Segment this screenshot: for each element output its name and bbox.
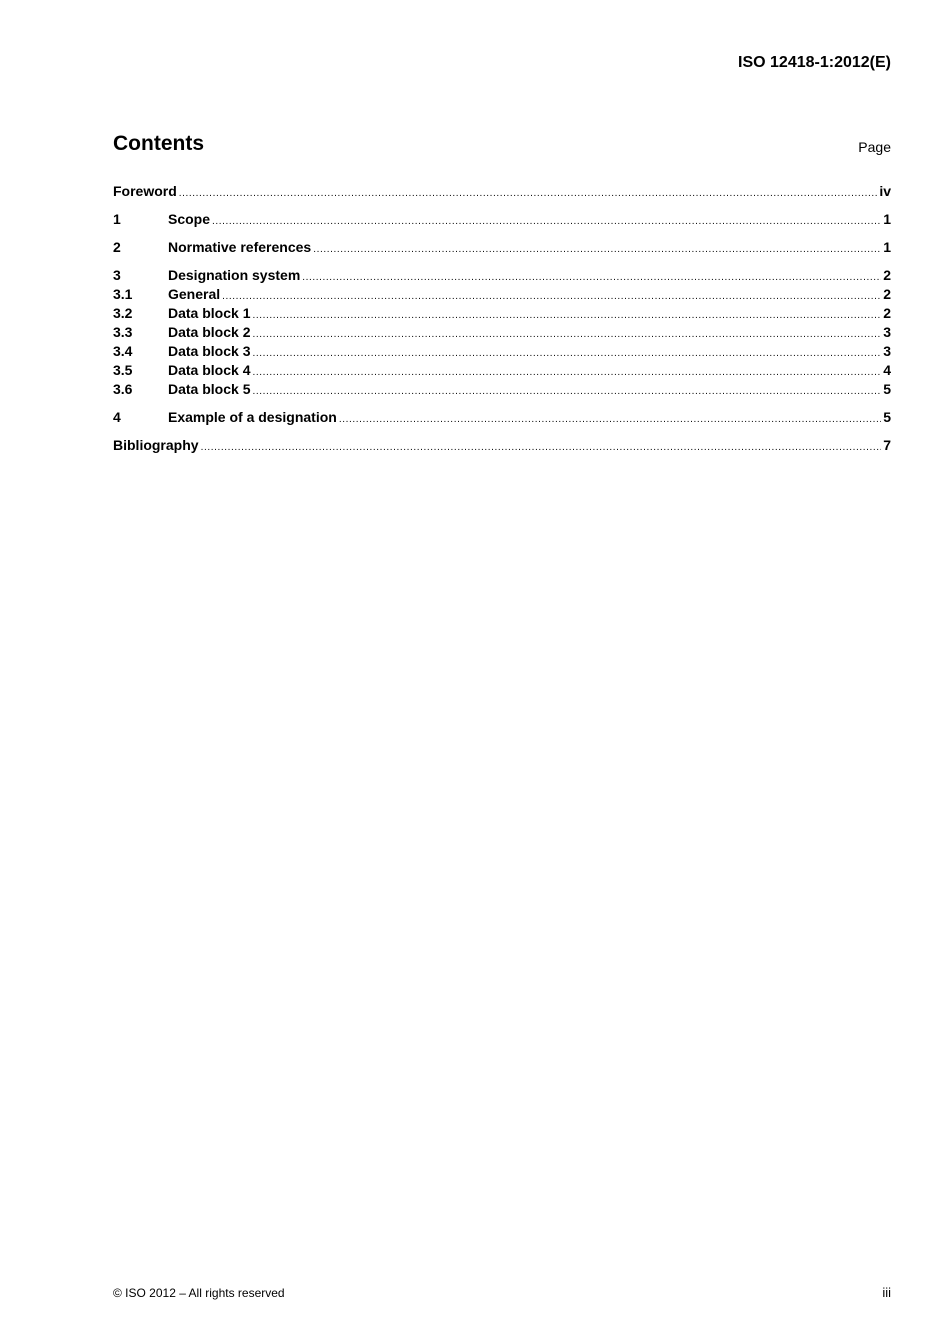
- toc-entry-data-block-5[interactable]: [113, 381, 891, 400]
- toc-entry-title: Data block 3: [168, 343, 251, 359]
- toc-entry-number: 3: [113, 267, 121, 283]
- toc-entry-page: 1: [883, 211, 891, 227]
- toc-entry-page: 4: [883, 362, 891, 378]
- dot-leader: [252, 367, 881, 378]
- page-column-label: Page: [858, 139, 891, 155]
- toc-entry-number: 3.3: [113, 324, 133, 340]
- toc-entry-number: 3.4: [113, 343, 133, 359]
- toc-entry-page: 2: [883, 305, 891, 321]
- toc-entry-title: General: [168, 286, 221, 302]
- dot-leader: [313, 244, 881, 255]
- toc-entry-title: Normative references: [168, 239, 312, 255]
- toc-entry-number: 3.5: [113, 362, 133, 378]
- dot-leader: [252, 386, 881, 397]
- toc-entry-page: iv: [879, 183, 891, 199]
- dot-leader: [252, 329, 881, 340]
- dot-leader: [339, 414, 881, 425]
- dot-leader: [222, 291, 881, 302]
- toc-entry-page: 3: [883, 343, 891, 359]
- toc-entry-data-block-1[interactable]: [113, 305, 891, 324]
- toc-entry-title: Example of a designation: [168, 409, 337, 425]
- toc-entry-page: 2: [883, 286, 891, 302]
- toc-entry-number: 3.2: [113, 305, 133, 321]
- toc-entry-title: Data block 4: [168, 362, 251, 378]
- dot-leader: [201, 442, 882, 453]
- toc-entry-foreword[interactable]: [113, 183, 891, 202]
- toc-entry-title: Data block 5: [168, 381, 251, 397]
- toc-entry-number: 1: [113, 211, 121, 227]
- copyright-notice: © ISO 2012 – All rights reserved: [113, 1286, 285, 1300]
- toc-entry-title: Data block 1: [168, 305, 251, 321]
- dot-leader: [252, 348, 881, 359]
- toc-entry-data-block-3[interactable]: [113, 343, 891, 362]
- toc-entry-page: 7: [883, 437, 891, 453]
- toc-entry-number: 2: [113, 239, 121, 255]
- toc-entry-data-block-4[interactable]: [113, 362, 891, 381]
- toc-entry-designation-system[interactable]: [113, 267, 891, 286]
- dot-leader: [302, 272, 881, 283]
- toc-entry-page: 3: [883, 324, 891, 340]
- toc-entry-bibliography[interactable]: [113, 437, 891, 456]
- dot-leader: [212, 216, 881, 227]
- toc-entry-title: Scope: [168, 211, 211, 227]
- toc-entry-title: Foreword: [113, 183, 177, 199]
- page-number: iii: [882, 1285, 891, 1300]
- toc-entry-page: 2: [883, 267, 891, 283]
- toc-entry-normative-references[interactable]: [113, 239, 891, 258]
- toc-entry-page: 1: [883, 239, 891, 255]
- toc-entry-number: 4: [113, 409, 121, 425]
- toc-entry-page: 5: [883, 381, 891, 397]
- table-of-contents: [113, 183, 891, 456]
- document-identifier: ISO 12418-1:2012(E): [738, 54, 891, 71]
- toc-entry-title: Data block 2: [168, 324, 251, 340]
- toc-entry-page: 5: [883, 409, 891, 425]
- dot-leader: [252, 310, 881, 321]
- toc-entry-number: 3.6: [113, 381, 133, 397]
- toc-entry-scope[interactable]: [113, 211, 891, 230]
- toc-entry-general[interactable]: [113, 286, 891, 305]
- dot-leader: [179, 188, 878, 199]
- toc-entry-title: Bibliography: [113, 437, 199, 453]
- toc-entry-data-block-2[interactable]: [113, 324, 891, 343]
- toc-entry-title: Designation system: [168, 267, 301, 283]
- toc-entry-example-of-designation[interactable]: [113, 409, 891, 428]
- toc-entry-number: 3.1: [113, 286, 133, 302]
- contents-heading: Contents: [113, 132, 204, 155]
